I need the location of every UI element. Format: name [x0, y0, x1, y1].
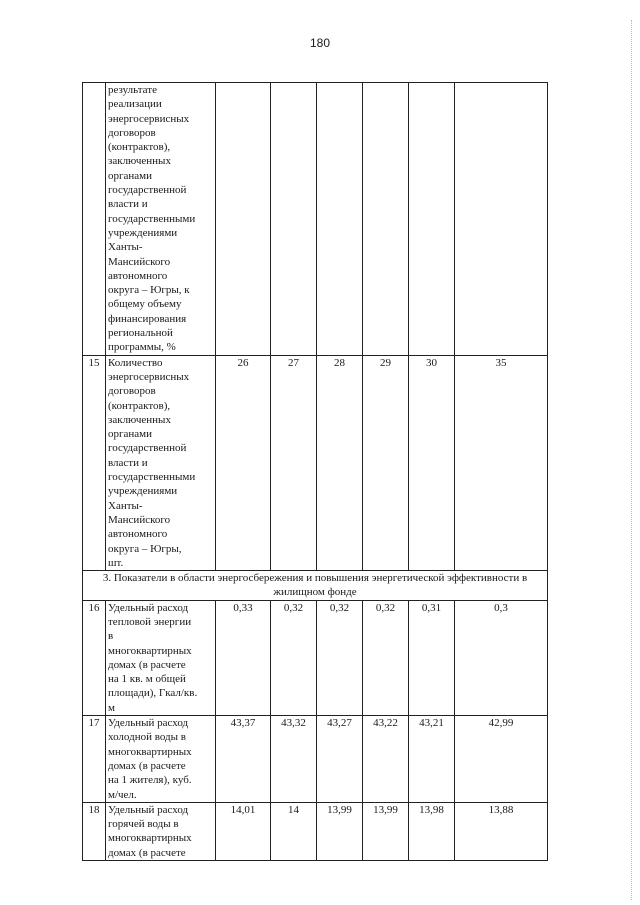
value-cell: 13,98 — [409, 802, 455, 860]
indicator-description: Удельный расход холодной воды в многоквартирных домах (в расчете на 1 жителя), куб. м/чел. — [106, 716, 216, 803]
row-number: 16 — [83, 600, 106, 715]
value-cell: 14,01 — [216, 802, 271, 860]
value-cell: 0,32 — [317, 600, 363, 715]
value-cell: 13,88 — [455, 802, 548, 860]
indicators-table — [82, 82, 548, 861]
table-row — [83, 600, 548, 715]
table-row — [83, 802, 548, 860]
value-cell: 27 — [271, 355, 317, 570]
table-row — [83, 83, 548, 356]
value-cell: 26 — [216, 355, 271, 570]
value-cell: 0,3 — [455, 600, 548, 715]
table-row — [83, 716, 548, 803]
value-cell — [271, 83, 317, 356]
section-title: 3. Показатели в области энергосбережения и повышения энергетической эффективности в жилищном фонде — [83, 571, 548, 601]
value-cell — [317, 83, 363, 356]
value-cell — [409, 83, 455, 356]
value-cell: 30 — [409, 355, 455, 570]
row-number — [83, 83, 106, 356]
value-cell — [455, 83, 548, 356]
value-cell — [363, 83, 409, 356]
value-cell: 0,31 — [409, 600, 455, 715]
value-cell: 42,99 — [455, 716, 548, 803]
value-cell: 43,27 — [317, 716, 363, 803]
value-cell — [216, 83, 271, 356]
value-cell: 0,32 — [363, 600, 409, 715]
value-cell: 29 — [363, 355, 409, 570]
table-row — [83, 355, 548, 570]
row-number: 17 — [83, 716, 106, 803]
indicator-description: Удельный расход горячей воды в многоквартирных домах (в расчете — [106, 802, 216, 860]
row-number: 15 — [83, 355, 106, 570]
scan-edge-mark — [631, 20, 634, 900]
value-cell: 35 — [455, 355, 548, 570]
value-cell: 13,99 — [317, 802, 363, 860]
page-number: 180 — [309, 36, 331, 50]
row-number: 18 — [83, 802, 106, 860]
value-cell: 0,33 — [216, 600, 271, 715]
section-row — [83, 571, 548, 601]
value-cell: 43,32 — [271, 716, 317, 803]
value-cell: 14 — [271, 802, 317, 860]
indicator-description: результате реализации энергосервисных договоров (контрактов), заключенных органами государственной власти и государственными учреждениями Ханты- Мансийского автономного округа – Югры, к общему объему финансирования региональной программы, % — [106, 83, 216, 356]
value-cell: 0,32 — [271, 600, 317, 715]
value-cell: 28 — [317, 355, 363, 570]
indicator-description: Количество энергосервисных договоров (контрактов), заключенных органами государственной власти и государственными учреждениями Ханты- Мансийского автономного округа – Югры, шт. — [106, 355, 216, 570]
value-cell: 43,21 — [409, 716, 455, 803]
value-cell: 43,22 — [363, 716, 409, 803]
indicator-description: Удельный расход тепловой энергии в многоквартирных домах (в расчете на 1 кв. м общей площади), Гкал/кв. м — [106, 600, 216, 715]
value-cell: 13,99 — [363, 802, 409, 860]
value-cell: 43,37 — [216, 716, 271, 803]
